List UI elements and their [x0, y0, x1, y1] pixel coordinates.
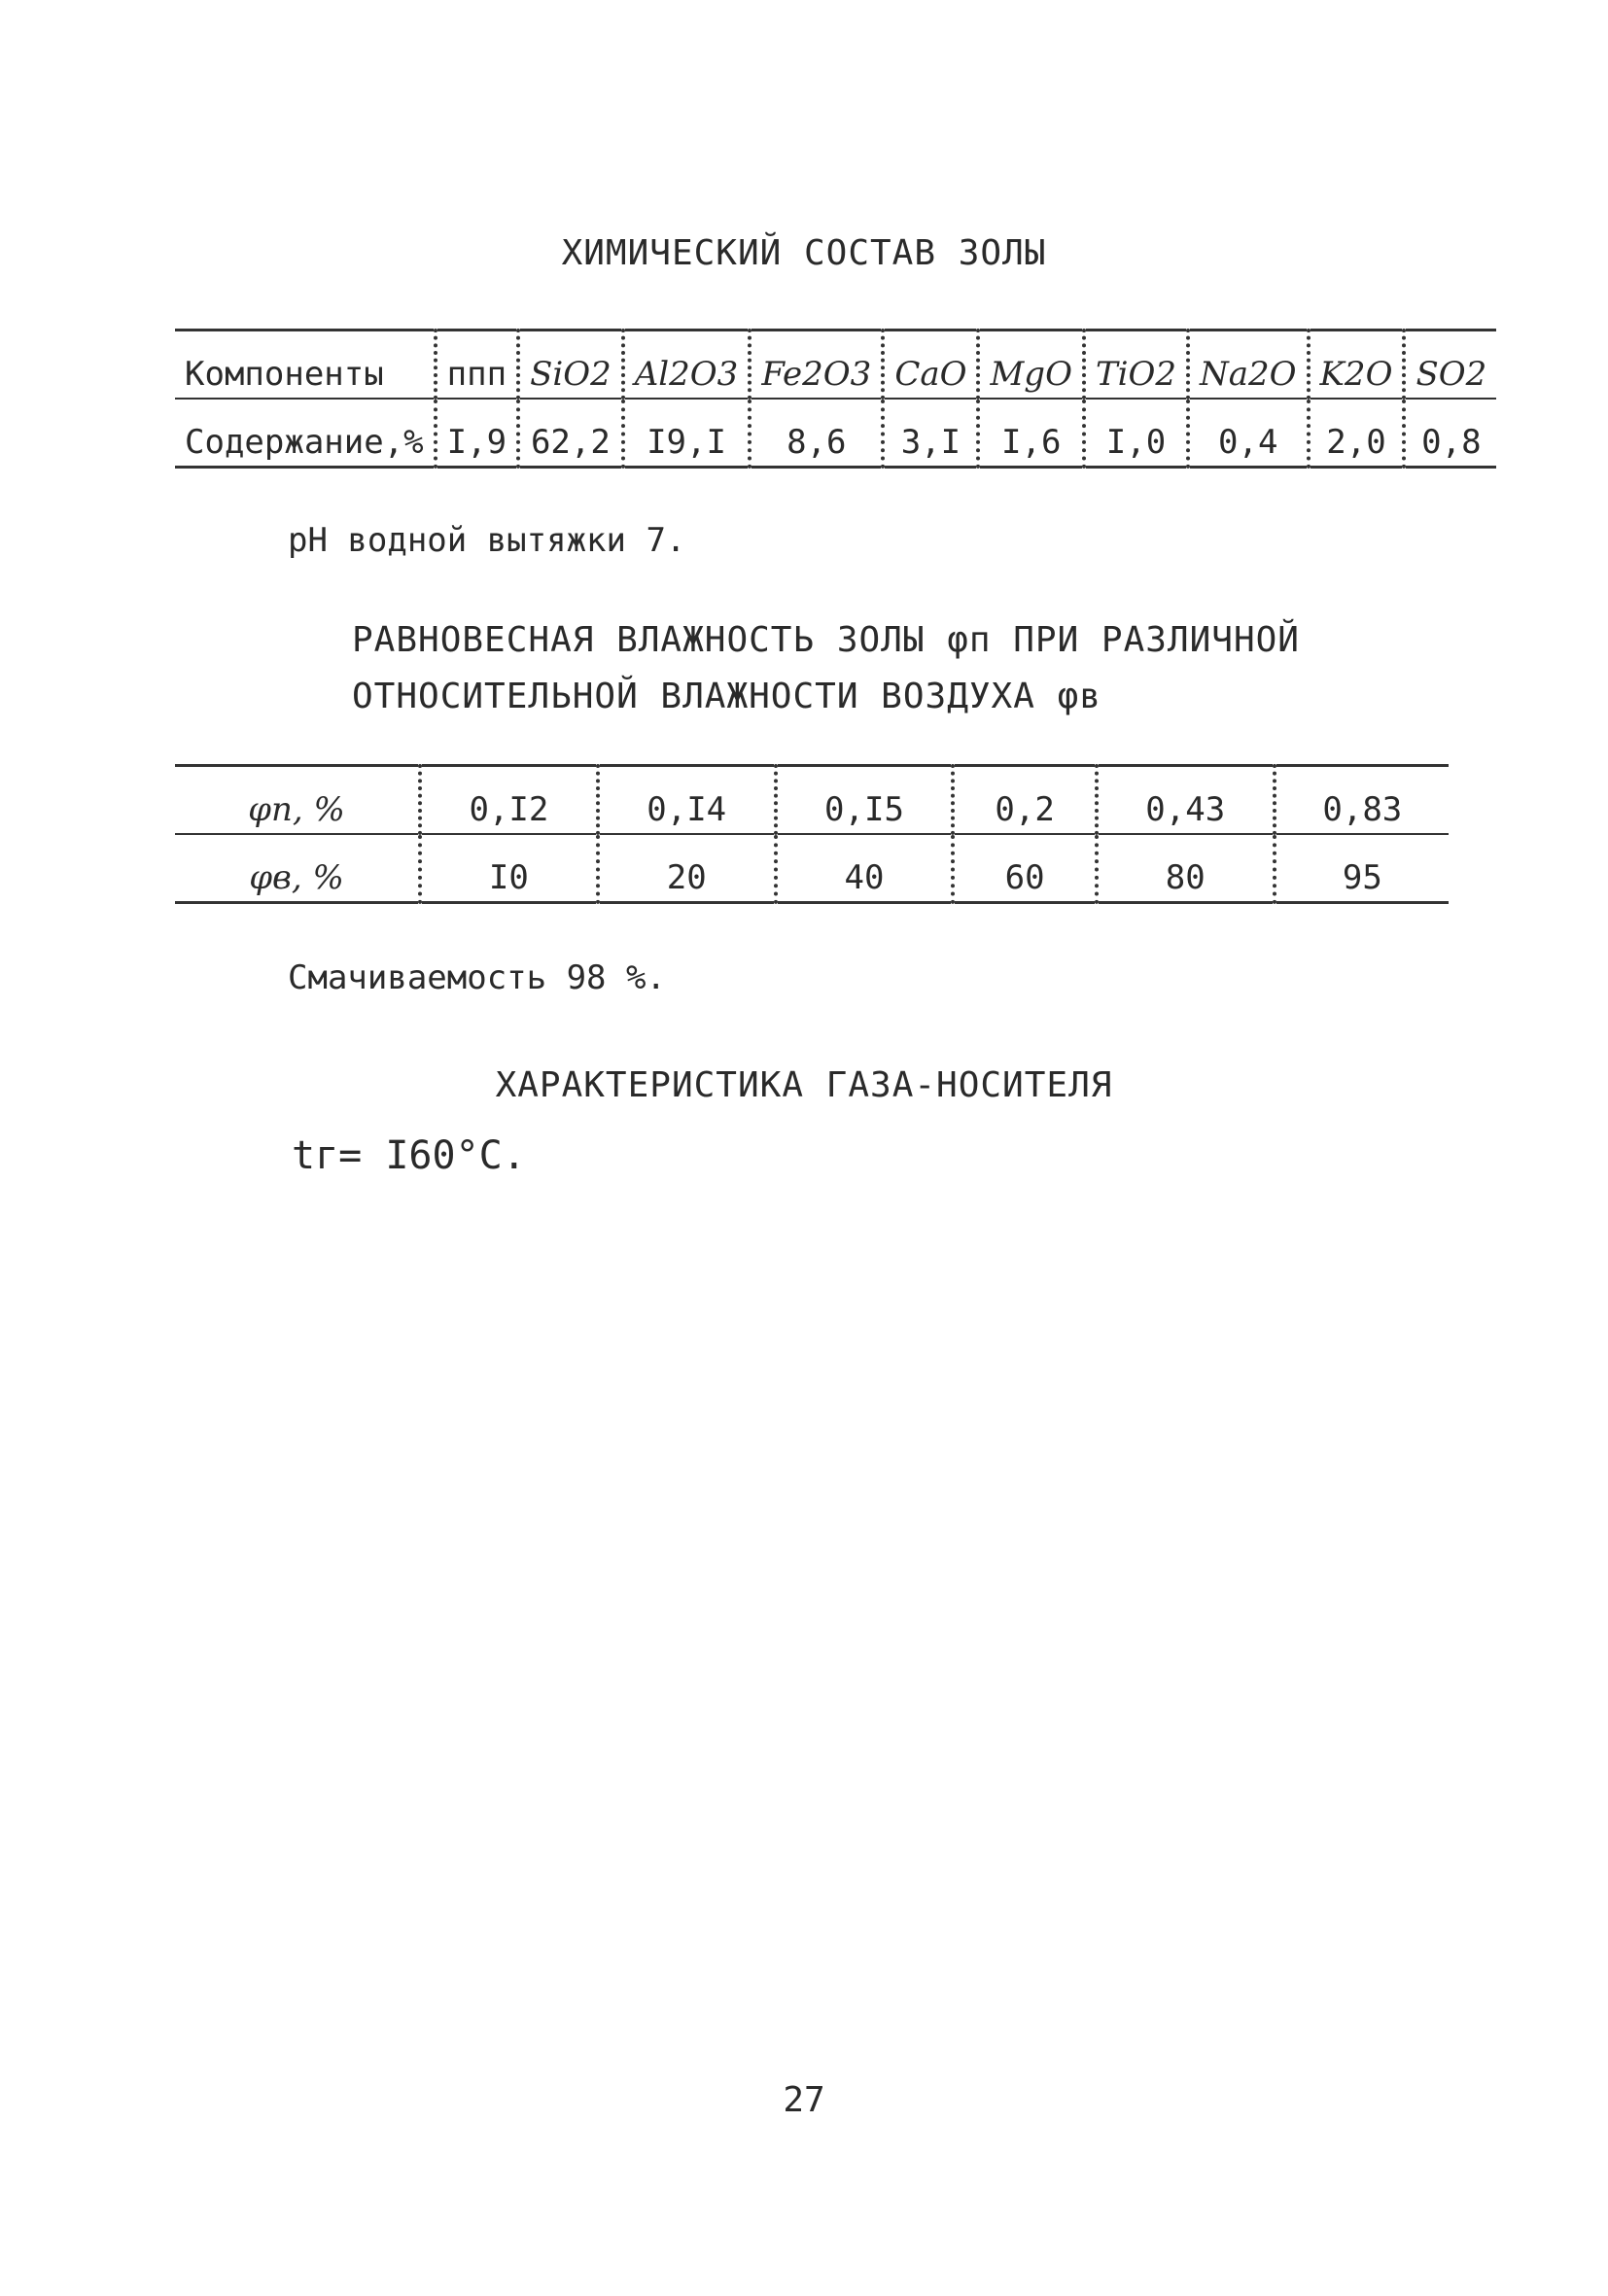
col-header-ppp: ппп — [436, 330, 518, 400]
phi-v-value: 60 — [953, 834, 1096, 903]
value-sio2: 62,2 — [518, 399, 623, 468]
chem-composition-table — [175, 329, 1496, 469]
row-label-content: Содержание,% — [175, 399, 436, 468]
phi-v-value: 95 — [1275, 834, 1449, 903]
row-label-components: Компоненты — [175, 330, 436, 400]
chem-header-row — [175, 330, 1496, 400]
value-mgo: I,6 — [978, 399, 1083, 468]
phi-n-value: 0,I5 — [776, 766, 954, 835]
humidity-title-line-2: ОТНОСИТЕЛЬНОЙ ВЛАЖНОСТИ ВОЗДУХА φв — [352, 677, 1101, 716]
phi-v-value: 40 — [776, 834, 954, 903]
humidity-row-phi-n — [175, 766, 1449, 835]
value-tio2: I,0 — [1084, 399, 1188, 468]
phi-n-value: 0,2 — [953, 766, 1096, 835]
row-label-phi-v: φв, % — [175, 834, 420, 903]
col-header-mgo: MgO — [978, 330, 1083, 400]
value-na2o: 0,4 — [1188, 399, 1309, 468]
col-header-sio2: SiO2 — [518, 330, 623, 400]
phi-v-value: I0 — [420, 834, 598, 903]
value-fe2o3: 8,6 — [750, 399, 883, 468]
phi-n-value: 0,43 — [1097, 766, 1275, 835]
value-al2o3: I9,I — [623, 399, 751, 468]
col-header-cao: CaO — [883, 330, 978, 400]
col-header-so2: SO2 — [1404, 330, 1496, 400]
col-header-al2o3: Al2O3 — [623, 330, 751, 400]
phi-n-value: 0,I2 — [420, 766, 598, 835]
humidity-table — [175, 764, 1449, 904]
phi-n-value: 0,83 — [1275, 766, 1449, 835]
col-header-k2o: K2O — [1309, 330, 1405, 400]
phi-v-value: 20 — [598, 834, 776, 903]
phi-v-value: 80 — [1097, 834, 1275, 903]
phi-n-value: 0,I4 — [598, 766, 776, 835]
row-label-phi-n: φп, % — [175, 766, 420, 835]
chem-composition-title: ХИМИЧЕСКИЙ СОСТАВ ЗОЛЫ — [561, 233, 1047, 273]
value-cao: 3,I — [883, 399, 978, 468]
value-ppp: I,9 — [436, 399, 518, 468]
chem-values-row — [175, 399, 1496, 468]
wettability-text: Смачиваемость 98 %. — [288, 958, 666, 997]
col-header-fe2o3: Fe2O3 — [750, 330, 883, 400]
page-number: 27 — [783, 2080, 825, 2120]
value-k2o: 2,0 — [1309, 399, 1405, 468]
gas-temperature: tг= I60°C. — [292, 1133, 526, 1178]
humidity-title-line-1: РАВНОВЕСНАЯ ВЛАЖНОСТЬ ЗОЛЫ φп ПРИ РАЗЛИЧНОЙ — [352, 620, 1300, 660]
col-header-tio2: TiO2 — [1084, 330, 1188, 400]
gas-carrier-title: ХАРАКТЕРИСТИКА ГАЗА-НОСИТЕЛЯ — [495, 1065, 1113, 1105]
col-header-na2o: Na2O — [1188, 330, 1309, 400]
ph-text: pH водной вытяжки 7. — [288, 521, 686, 560]
value-so2: 0,8 — [1404, 399, 1496, 468]
humidity-row-phi-v — [175, 834, 1449, 903]
